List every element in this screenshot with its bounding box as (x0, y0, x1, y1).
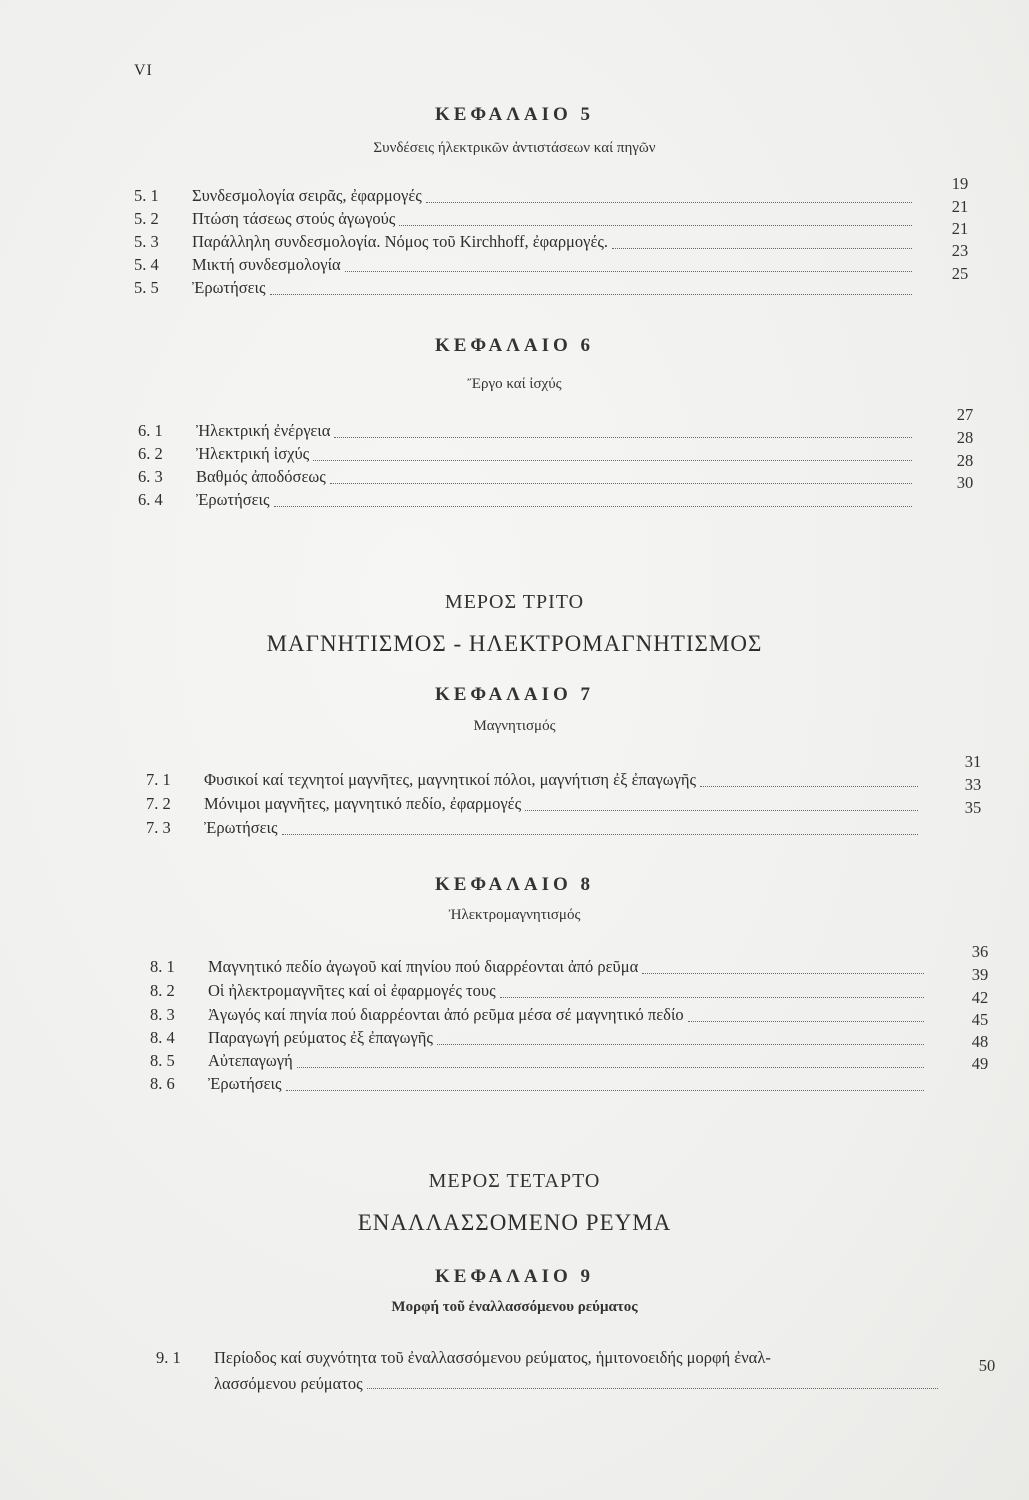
toc-entry[interactable] (146, 794, 922, 816)
toc-entry-number: 7. 1 (146, 770, 171, 789)
toc-entry[interactable] (138, 467, 916, 489)
dot-leader (297, 1066, 924, 1068)
part-4-label: ΜΕΡΟΣ ΤΕΤΑΡΤΟ (428, 1170, 601, 1192)
toc-entry-number: 6. 3 (138, 467, 163, 486)
toc-entry-number: 5. 3 (134, 232, 159, 251)
toc-entry[interactable] (134, 255, 916, 277)
toc-page-number: 19 (951, 174, 969, 193)
toc-entry-title: Περίοδος καί συχνότητα τοῦ ἐναλλασσόμενου ρεύματος, ἡμιτονοειδής μορφή ἐναλ- (214, 1348, 771, 1367)
toc-entry-title: Ἀγωγός καί πηνία πού διαρρέονται ἀπό ρεῦμα μέσα σέ μαγνητικό πεδίο (208, 1005, 684, 1024)
toc-entry-title: Πτώση τάσεως στούς ἀγωγούς (192, 209, 396, 228)
toc-entry-number: 7. 2 (146, 794, 171, 813)
dot-leader (286, 1089, 925, 1091)
toc-entry[interactable] (138, 490, 916, 512)
toc-entry-title: Παραγωγή ρεύματος ἐξ ἐπαγωγῆς (208, 1028, 433, 1047)
dot-leader (500, 996, 924, 998)
toc-entry[interactable] (138, 444, 916, 466)
toc-page-number: 23 (951, 241, 969, 260)
chapter-6-title: ΚΕΦΑΛΑΙΟ 6 (434, 335, 595, 356)
toc-entry-number: 6. 1 (138, 421, 163, 440)
toc-entry-number: 6. 4 (138, 490, 163, 509)
toc-entry[interactable] (134, 186, 916, 208)
toc-page-number: 39 (971, 965, 989, 984)
toc-entry-number: 5. 5 (134, 278, 159, 297)
toc-page-number: 30 (956, 473, 974, 492)
dot-leader (426, 201, 912, 203)
toc-entry-number: 8. 6 (150, 1074, 175, 1093)
dot-leader (270, 293, 913, 295)
toc-page-number: 27 (956, 405, 974, 424)
toc-entry-number: 6. 2 (138, 444, 163, 463)
toc-entry-title: Συνδεσμολογία σειρᾶς, ἐφαρμογές (192, 186, 422, 205)
chapter-7-title: ΚΕΦΑΛΑΙΟ 7 (434, 684, 595, 705)
dot-leader (525, 809, 918, 811)
toc-entry-title: Φυσικοί καί τεχνητοί μαγνῆτες, μαγνητικοί πόλοι, μαγνήτιση ἐξ ἐπαγωγῆς (204, 770, 697, 789)
toc-page-number: 35 (964, 798, 982, 817)
toc-entry[interactable] (150, 957, 928, 979)
dot-leader (399, 224, 912, 226)
toc-entry[interactable] (134, 209, 916, 231)
chapter-9-subtitle: Μορφή τοῦ ἐναλλασσόμενου ρεύματος (391, 1299, 638, 1315)
dot-leader (437, 1043, 924, 1045)
toc-entry-number: 8. 4 (150, 1028, 175, 1047)
dot-leader (345, 270, 912, 272)
chapter-8-subtitle: Ἠλεκτρομαγνητισμός (448, 907, 581, 923)
toc-entry-title: Ἐρωτήσεις (204, 818, 278, 837)
dot-leader (282, 833, 919, 835)
toc-entry-title: Ἐρωτήσεις (196, 490, 270, 509)
chapter-5-subtitle: Συνδέσεις ήλεκτρικῶν ἀντιστάσεων καί πηγῶν (373, 140, 656, 156)
toc-entry[interactable] (134, 232, 916, 254)
toc-entry-number: 8. 5 (150, 1051, 175, 1070)
chapter-6-subtitle: Ἔργο καί ἰσχύς (467, 376, 562, 392)
dot-leader (274, 505, 913, 507)
toc-entry-number: 8. 2 (150, 981, 175, 1000)
toc-entry-title: Αὐτεπαγωγή (208, 1051, 293, 1070)
toc-page-number: 33 (964, 775, 982, 794)
toc-entry-number: 5. 4 (134, 255, 159, 274)
page-number: VI (134, 62, 153, 79)
toc-entry-title: Μαγνητικό πεδίο ἀγωγοῦ καί πηνίου πού διαρρέονται ἀπό ρεῦμα (208, 957, 639, 976)
toc-entry-number: 7. 3 (146, 818, 171, 837)
dot-leader (612, 247, 912, 249)
toc-entry[interactable] (156, 1348, 942, 1394)
toc-page-number: 31 (964, 752, 982, 771)
toc-entry[interactable] (150, 1005, 928, 1027)
dot-leader (700, 785, 918, 787)
toc-entry-number: 8. 1 (150, 957, 175, 976)
toc-page-number: 21 (951, 197, 969, 216)
toc-entry[interactable] (146, 770, 922, 792)
dot-leader (313, 459, 912, 461)
chapter-7-subtitle: Μαγνητισμός (473, 718, 556, 734)
toc-entry-title: Ἠλεκτρική ἰσχύς (196, 444, 310, 463)
toc-page-number: 45 (971, 1010, 989, 1029)
toc-page-number: 42 (971, 988, 989, 1007)
toc-entry-title: Παράλληλη συνδεσμολογία. Νόμος τοῦ Kirchhoff, ἐφαρμογές. (192, 232, 609, 251)
toc-entry[interactable] (150, 1051, 928, 1073)
toc-entry[interactable] (150, 981, 928, 1003)
toc-page-number: 28 (956, 428, 974, 447)
toc-page-number: 49 (971, 1054, 989, 1073)
dot-leader (330, 482, 912, 484)
toc-entry-number: 9. 1 (156, 1348, 181, 1367)
toc-page-number: 28 (956, 451, 974, 470)
toc-page-number: 36 (971, 942, 989, 961)
toc-entry-title: Ἠλεκτρική ἐνέργεια (196, 421, 331, 440)
chapter-5-title: ΚΕΦΑΛΑΙΟ 5 (434, 104, 595, 125)
toc-entry[interactable] (150, 1028, 928, 1050)
toc-entry-number: 5. 1 (134, 186, 159, 205)
toc-entry-title: Μόνιμοι μαγνῆτες, μαγνητικό πεδίο, ἐφαρμογές (204, 794, 522, 813)
toc-entry-title-continued: λασσόμενου ρεύματος (214, 1374, 363, 1393)
part-4-title: ΕΝΑΛΛΑΣΣΟΜΕΝΟ ΡΕΥΜΑ (357, 1210, 672, 1235)
toc-page-number: 21 (951, 219, 969, 238)
dot-leader (688, 1020, 924, 1022)
toc-entry-title: Οἱ ἠλεκτρομαγνῆτες καί οἱ ἐφαρμογές τους (208, 981, 496, 1000)
dot-leader (367, 1387, 938, 1389)
dot-leader (334, 436, 912, 438)
dot-leader (642, 972, 924, 974)
toc-entry[interactable] (150, 1074, 928, 1096)
toc-entry[interactable] (134, 278, 916, 300)
toc-entry[interactable] (138, 421, 916, 443)
toc-page-number: 50 (978, 1356, 996, 1375)
toc-entry-title: Ἐρωτήσεις (192, 278, 266, 297)
toc-page-number: 48 (971, 1032, 989, 1051)
part-3-title: ΜΑΓΝΗΤΙΣΜΟΣ - ΗΛΕΚΤΡΟΜΑΓΝΗΤΙΣΜΟΣ (266, 631, 763, 656)
toc-entry-number: 8. 3 (150, 1005, 175, 1024)
toc-entry-title: Βαθμός ἀποδόσεως (196, 467, 326, 486)
toc-entry[interactable] (146, 818, 922, 840)
toc-entry-number: 5. 2 (134, 209, 159, 228)
toc-page-number: 25 (951, 264, 969, 283)
toc-entry-title: Μικτή συνδεσμολογία (192, 255, 341, 274)
part-3-label: ΜΕΡΟΣ ΤΡΙΤΟ (444, 591, 585, 613)
toc-entry-title: Ἐρωτήσεις (208, 1074, 282, 1093)
chapter-8-title: ΚΕΦΑΛΑΙΟ 8 (434, 874, 595, 895)
chapter-9-title: ΚΕΦΑΛΑΙΟ 9 (434, 1266, 595, 1287)
